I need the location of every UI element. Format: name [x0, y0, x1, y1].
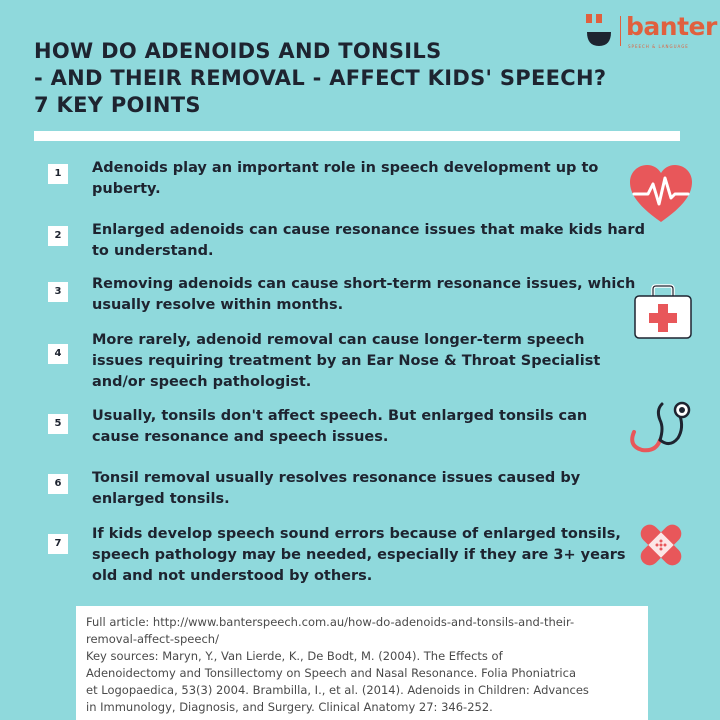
page-title — [34, 38, 634, 119]
sources-footer — [76, 606, 648, 720]
footer-text — [86, 614, 589, 716]
point-line: old and not understood by others. — [92, 568, 373, 584]
point-number: 7 — [48, 534, 68, 554]
point-line: cause resonance and speech issues. — [92, 429, 389, 445]
article-link-cont[interactable]: removal-affect-speech/ — [86, 632, 219, 646]
point-text — [92, 220, 645, 262]
footer-line: Key sources: Maryn, Y., Van Lierde, K., De Bodt, M. (2004). The Effects of — [86, 649, 503, 663]
point-number: 5 — [48, 414, 68, 434]
banter-logo — [584, 12, 717, 52]
title-line: 7 KEY POINTS — [34, 93, 201, 117]
point-line: Tonsil removal usually resolves resonance issues caused by — [92, 470, 581, 486]
point-line: usually resolve within months. — [92, 297, 344, 313]
point-number: 2 — [48, 226, 68, 246]
point-line: Adenoids play an important role in speech development up to — [92, 160, 599, 176]
title-divider — [34, 131, 680, 141]
point-text — [92, 524, 626, 587]
footer-line: et Logopaedica, 53(3) 2004. Brambilla, I., et al. (2014). Adenoids in Children: Advances — [86, 683, 589, 697]
bandage-icon — [632, 516, 690, 574]
first-aid-kit-icon — [632, 284, 694, 342]
stethoscope-icon — [626, 398, 696, 454]
point-text — [92, 406, 587, 448]
point-text — [92, 330, 600, 393]
footer-line: Adenoidectomy and Tonsillectomy on Speech and Nasal Resonance. Folia Phoniatrica — [86, 666, 576, 680]
point-number: 1 — [48, 164, 68, 184]
point-line: More rarely, adenoid removal can cause longer-term speech — [92, 332, 585, 348]
point-line: and/or speech pathologist. — [92, 374, 312, 390]
brand-tagline: SPEECH & LANGUAGE — [628, 44, 689, 49]
point-number: 6 — [48, 474, 68, 494]
article-link[interactable]: Full article: http://www.banterspeech.com.au/how-do-adenoids-and-tonsils-and-their- — [86, 615, 575, 629]
logo-divider — [620, 16, 621, 46]
footer-line: in Immunology, Diagnosis, and Surgery. Clinical Anatomy 27: 346-252. — [86, 700, 493, 714]
point-text — [92, 274, 635, 316]
point-line: enlarged tonsils. — [92, 491, 230, 507]
heart-icon — [628, 164, 694, 224]
point-line: Enlarged adenoids can cause resonance issues that make kids hard — [92, 222, 645, 238]
point-line: issues requiring treatment by an Ear Nose & Throat Specialist — [92, 353, 601, 369]
point-line: If kids develop speech sound errors because of enlarged tonsils, — [92, 526, 621, 542]
point-line: speech pathology may be needed, especially if they are 3+ years — [92, 547, 626, 563]
point-text — [92, 158, 598, 200]
point-text — [92, 468, 580, 510]
brand-name: banter — [626, 12, 717, 41]
quote-logo-icon — [584, 12, 614, 52]
title-line: - AND THEIR REMOVAL - AFFECT KIDS' SPEECH? — [34, 66, 607, 90]
point-line: puberty. — [92, 181, 161, 197]
title-line: HOW DO ADENOIDS AND TONSILS — [34, 39, 442, 63]
point-number: 4 — [48, 344, 68, 364]
point-number: 3 — [48, 282, 68, 302]
point-line: Usually, tonsils don't affect speech. But enlarged tonsils can — [92, 408, 588, 424]
point-line: Removing adenoids can cause short-term resonance issues, which — [92, 276, 636, 292]
point-line: to understand. — [92, 243, 214, 259]
